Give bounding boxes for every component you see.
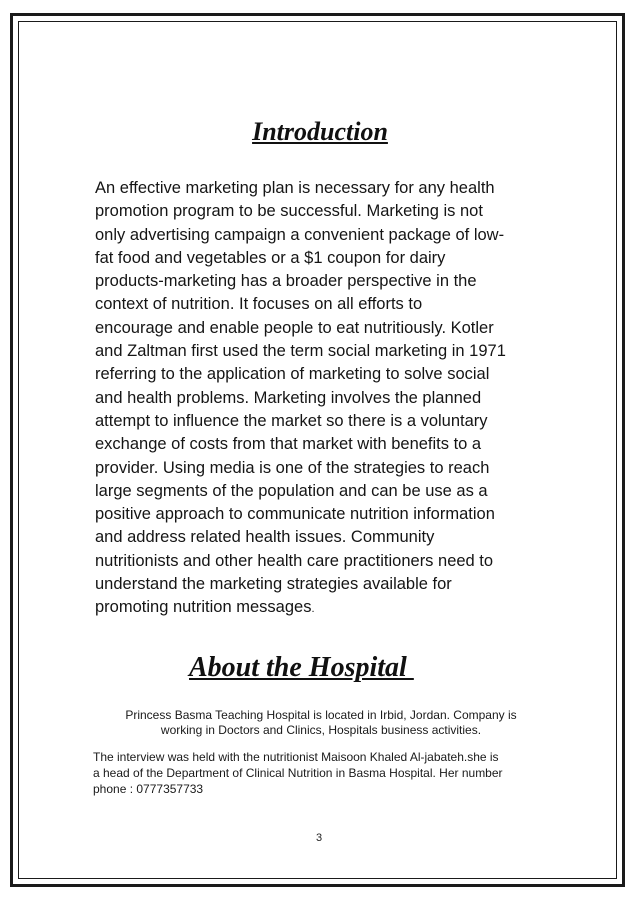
interview-line: The interview was held with the nutritionist Maisoon Khaled Al-jabateh.she is [93,750,499,764]
paragraph-line: products-marketing has a broader perspective in the [95,272,477,291]
paragraph-line: and Zaltman first used the term social marketing in 1971 [95,342,506,361]
page-number: 3 [315,832,323,844]
paragraph-line: encourage and enable people to eat nutritiously. Kotler [95,318,494,337]
paragraph-line: fat food and vegetables or a $1 coupon for dairy [95,248,446,267]
paragraph-line: context of nutrition. It focuses on all efforts to [95,295,423,314]
paragraph-final-period: . [311,603,315,616]
paragraph-line: and health problems. Marketing involves the planned [95,388,482,407]
paragraph-line: large segments of the population and can be use as a [95,481,488,500]
paragraph-line: only advertising campaign a convenient package of low- [95,225,505,244]
description-line: working in Doctors and Clinics, Hospitals business activities. [160,723,482,737]
description-line: Princess Basma Teaching Hospital is located in Irbid, Jordan. Company is [125,708,517,722]
hospital-description [96,708,546,738]
paragraph-line-last [95,596,555,621]
paragraph-line: exchange of costs from that market with benefits to a [95,435,482,454]
introduction-heading: Introduction [252,117,388,146]
paragraph-line: provider. Using media is one of the strategies to reach [95,458,490,477]
paragraph-line: attempt to influence the market so there is a voluntary [95,411,488,430]
paragraph-line: and address related health issues. Community [95,528,435,547]
interview-line: a head of the Department of Clinical Nutrition in Basma Hospital. Her number [93,766,503,780]
paragraph-line-text: promoting nutrition messages [95,598,312,617]
paragraph-line: positive approach to communicate nutrition information [95,505,495,524]
paragraph-line: referring to the application of marketing to solve social [95,365,490,384]
paragraph-line: promotion program to be successful. Marketing is not [95,202,483,221]
interview-note [93,749,548,797]
paragraph-line: nutritionists and other health care practitioners need to [95,551,494,570]
introduction-paragraph [95,177,555,622]
paragraph-line: An effective marketing plan is necessary for any health [95,179,495,197]
paragraph-line: understand the marketing strategies available for [95,575,452,594]
about-hospital-heading: About the Hospital [189,652,414,683]
interview-line: phone : 0777357733 [93,782,204,796]
